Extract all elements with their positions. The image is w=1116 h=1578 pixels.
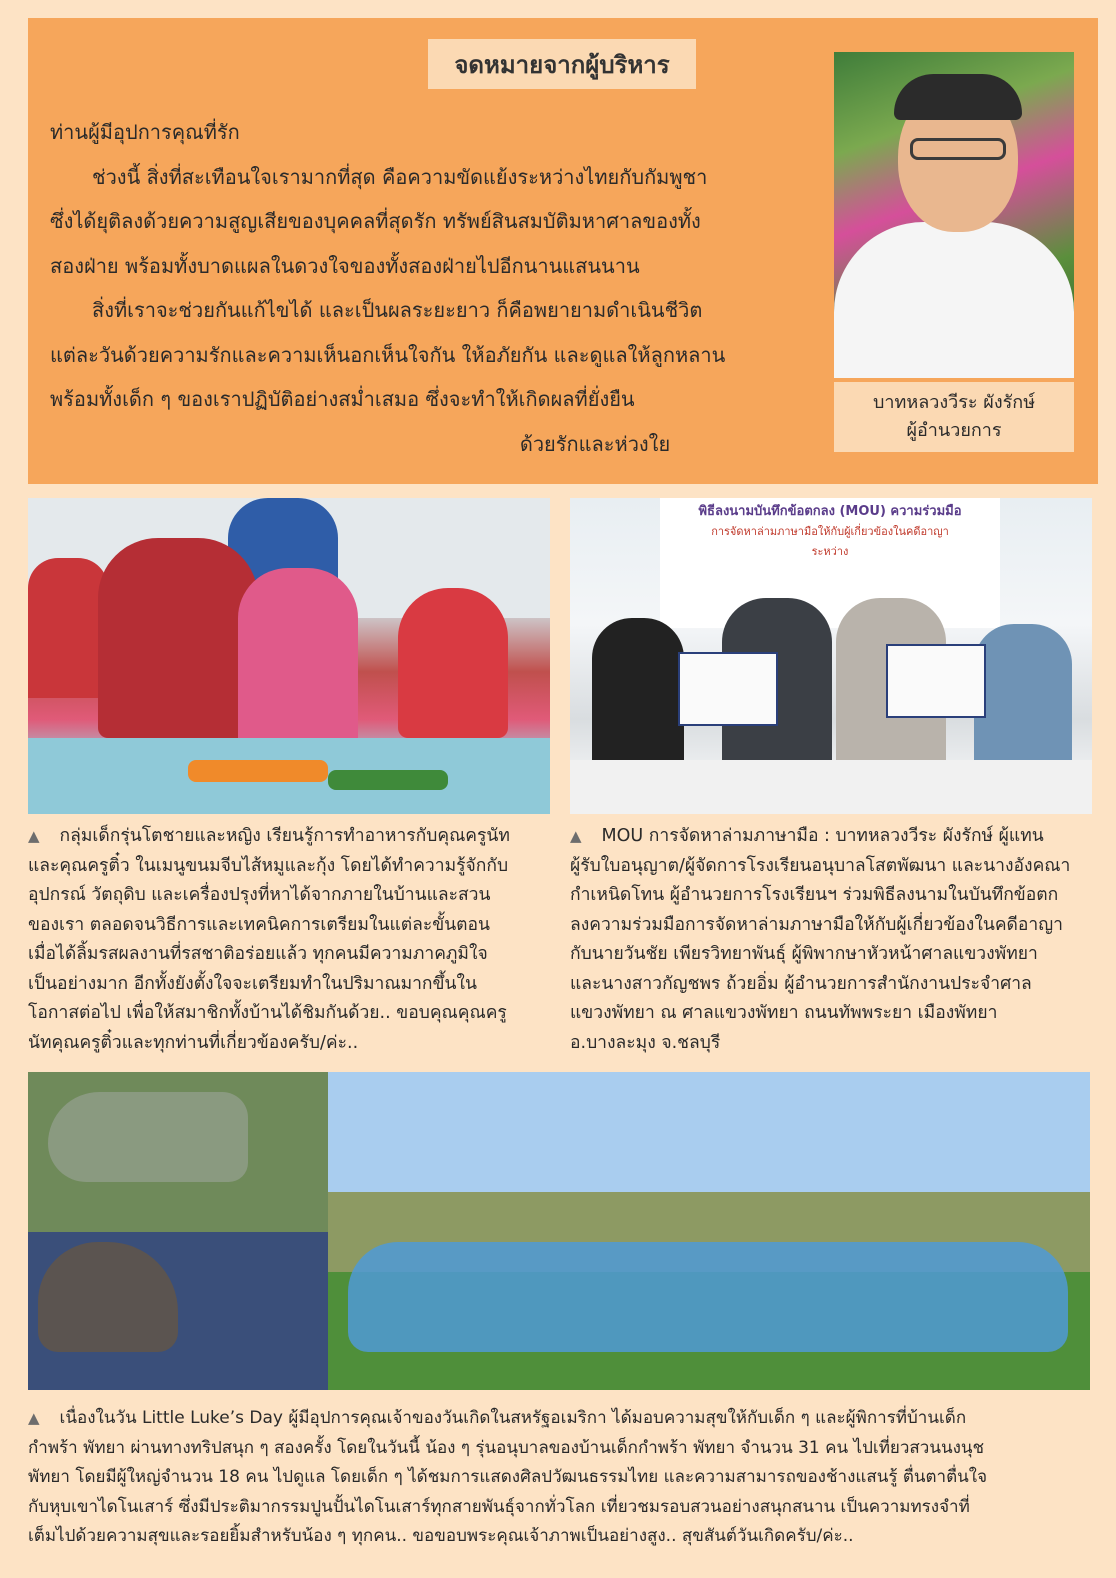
triangle-bullet-icon: ▲ [570,827,582,845]
cooking-class-photo [28,498,550,814]
mou-banner-line3: ระหว่าง [811,545,849,558]
caption-line: กำเหนิดโทน ผู้อำนวยการโรงเรียนฯ ร่วมพิธีลงนามในบันทึกข้อตก [570,885,1059,905]
caption-line: เป็นอย่างมาก อีกทั้งยังตั้งใจจะเตรียมทำในปริมาณมากขึ้นใน [28,973,477,994]
letter-closing: ด้วยรักและห่วงใย [519,431,671,456]
portrait-robe [834,222,1074,378]
caption-line: นัทคุณครูติ๋วและทุกท่านที่เกี่ยวข้องครับ/ค่ะ.. [28,1032,359,1053]
letter-title: จดหมายจากผู้บริหาร [428,39,696,89]
caption-line: เมื่อได้ลิ้มรสผลงานที่รสชาติอร่อยแล้ว ทุกคนมีความภาคภูมิใจ [28,944,488,964]
caption-line: และนางสาวกัญชพร ถ้วยอิ่ม ผู้อำนวยการสำนักงานประจำศาล [570,973,1032,994]
caption-line: ผู้รับใบอนุญาต/ผู้จัดการโรงเรียนอนุบาลโสตพัฒนา และนางอังคณา [570,855,1071,876]
signer-title: ผู้อำนวยการ [906,420,1002,441]
letter-greeting: ท่านผู้มีอุปการคุณที่รัก [50,120,240,144]
caption-line: เนื่องในวัน Little Luke’s Day ผู้มีอุปการคุณเจ้าของวันเกิดในสหรัฐอเมริกา ได้มอบความสุขให้กับเด็ก ๆ และผู้พิการที่บ้านเด็ก [59,1408,967,1428]
cooking-caption [28,822,550,1058]
portrait-glasses [910,138,1006,160]
letter-panel [28,18,1098,484]
caption-line: ของเรา ตลอดจนวิธีการและเทคนิคการเตรียมในแต่ละขั้นตอน [28,914,490,935]
mou-signing-photo [570,498,1092,814]
caption-line: กับนายวันชัย เพียรวิทยาพันธุ์ ผู้พิพากษาหัวหน้าศาลแขวงพัทยา [570,944,1038,964]
mou-banner-line1: พิธีลงนามบันทึกข้อตกลง (MOU) ความร่วมมือ [698,504,962,519]
mou-caption [570,822,1092,1058]
mou-banner-line2: การจัดหาล่ามภาษามือให้กับผู้เกี่ยวข้องในคดีอาญา [711,525,949,538]
caption-line: MOU การจัดหาล่ามภาษามือ : บาทหลวงวีระ ผังรักษ์ ผู้แทน [601,826,1044,846]
caption-line: แขวงพัทยา ณ ศาลแขวงพัทยา ถนนทัพพระยา เมืองพัทยา [570,1003,998,1023]
caption-line: อ.บางละมุง จ.ชลบุรี [570,1032,721,1053]
caption-line: กลุ่มเด็กรุ่นโตชายและหญิง เรียนรู้การทำอาหารกับคุณครูนัท [59,826,510,846]
caption-line: กับหุบเขาไดโนเสาร์ ซึ่งมีประติมากรรมปูนปั้นไดโนเสาร์ทุกสายพันธุ์จากทั่วโลก เที่ยวชมรอบสวนอย่างสนุกสนาน เป็นความทรงจำที่ [28,1496,970,1517]
caption-line: อุปกรณ์ วัตถุดิบ และเครื่องปรุงที่หาได้จากภายในบ้านและสวน [28,885,491,905]
director-portrait [834,52,1074,378]
letter-line: สิ่งที่เราจะช่วยกันแก้ไขได้ และเป็นผลระยะยาว ก็คือพยายามดำเนินชีวิต [92,298,703,322]
letter-line: แต่ละวันด้วยความรักและความเห็นอกเห็นใจกัน ให้อภัยกัน และดูแลให้ลูกหลาน [50,342,726,367]
caption-line: และคุณครูติ๋ว ในเมนูขนมจีบไส้หมูและกุ้ง โดยได้ทำความรู้จักกับ [28,855,509,876]
caption-line: โอกาสต่อไป เพื่อให้สมาชิกทั้งบ้านได้ชิมกันด้วย.. ขอบคุณคุณครู [28,1003,507,1023]
letter-body [50,110,820,466]
letter-line: ช่วงนี้ สิ่งที่สะเทือนใจเรามากที่สุด คือความขัดแย้งระหว่างไทยกับกัมพูชา [92,164,708,189]
nongnooch-trip-photo [28,1072,1090,1390]
caption-line: เต็มไปด้วยความสุขและรอยยิ้มสำหรับน้อง ๆ ทุกคน.. ขอขอบพระคุณเจ้าภาพเป็นอย่างสูง.. สุขสันต์วันเกิดครับ/ค่ะ.. [28,1526,854,1546]
signer-caption [834,382,1074,452]
letter-line: สองฝ่าย พร้อมทั้งบาดแผลในดวงใจของทั้งสองฝ่ายไปอีกนานแสนนาน [50,253,640,278]
caption-line: ลงความร่วมมือการจัดหาล่ามภาษามือให้กับผู้เกี่ยวข้องในคดีอาญา [570,914,1063,935]
caption-line: กำพร้า พัทยา ผ่านทางทริปสนุก ๆ สองครั้ง โดยในวันนี้ น้อง ๆ รุ่นอนุบาลของบ้านเด็กกำพร้า พัทยา จำนวน 31 คน ไปเที่ยวสวนนงนุช [28,1437,985,1458]
trip-caption [28,1404,1090,1552]
signer-name: บาทหลวงวีระ ผังรักษ์ [872,392,1036,413]
portrait-hair [894,74,1022,120]
triangle-bullet-icon: ▲ [28,1409,40,1427]
caption-line: พัทยา โดยมีผู้ใหญ่จำนวน 18 คน ไปดูแล โดยเด็ก ๆ ได้ชมการแสดงศิลปวัฒนธรรมไทย และความสามารถของช้างแสนรู้ ตื่นตาตื่นใจ [28,1467,988,1487]
triangle-bullet-icon: ▲ [28,827,40,845]
letter-line: ซึ่งได้ยุติลงด้วยความสูญเสียของบุคคลที่สุดรัก ทรัพย์สินสมบัติมหาศาลของทั้ง [50,209,701,233]
letter-line: พร้อมทั้งเด็ก ๆ ของเราปฏิบัติอย่างสม่ำเสมอ ซึ่งจะทำให้เกิดผลที่ยั่งยืน [50,387,635,411]
